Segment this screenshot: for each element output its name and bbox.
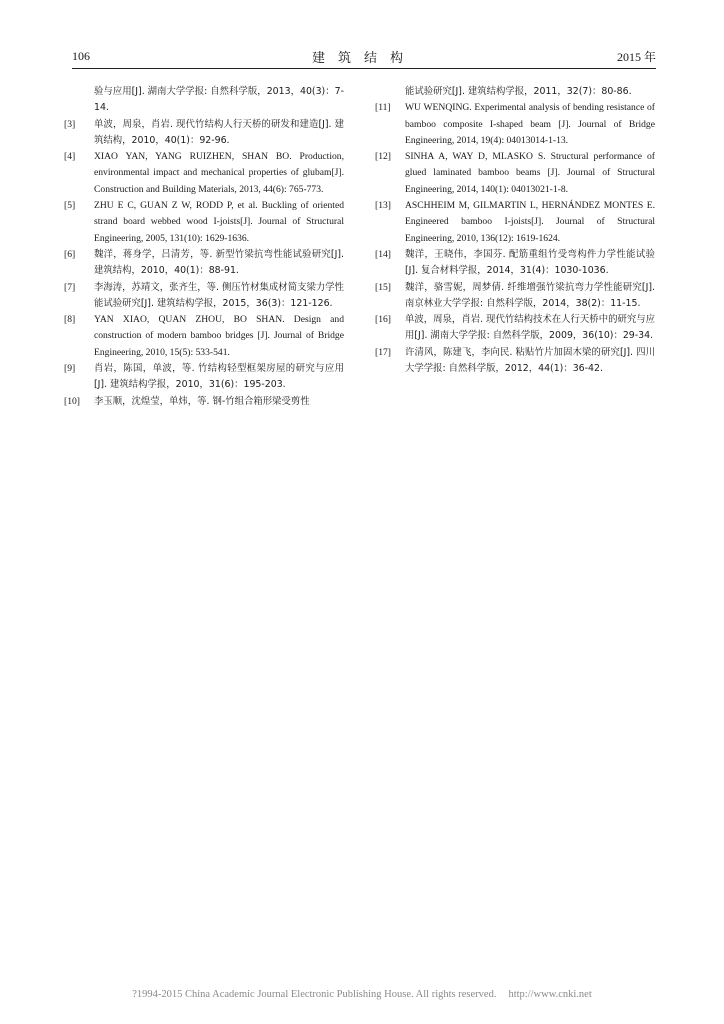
reference-entry	[64, 361, 344, 394]
reference-text: ASCHHEIM M, GILMARTIN L, HERNÁNDEZ MONTES E. Engineered bamboo I-joists[J]. Journal of Structural Engineering, 2010, 136(12): 1619-1624.	[405, 200, 655, 244]
reference-entry	[375, 198, 655, 247]
reference-entry	[64, 247, 344, 280]
reference-entry	[375, 100, 655, 149]
reference-number: [12]	[375, 151, 391, 163]
reference-entry	[375, 280, 655, 313]
reference-text: YAN XIAO, QUAN ZHOU, BO SHAN. Design and construction of modern bamboo bridges [J]. Journal of Bridge Engineering, 2010, 15(5): 533-541.	[94, 314, 344, 358]
reference-text: 许清风，陈建飞，李向民. 粘贴竹片加固木梁的研究[J]. 四川大学学报: 自然科学版，2012，44(1)：36-42.	[405, 346, 655, 375]
publication-year: 2015 年	[616, 50, 656, 64]
reference-text: 验与应用[J]. 湖南大学学报: 自然科学版，2013，40(3)：7-14.	[94, 86, 344, 114]
reference-entry	[64, 117, 344, 150]
reference-text: 能试验研究[J]. 建筑结构学报，2011，32(7)：80-86.	[405, 86, 632, 97]
reference-entry	[375, 312, 655, 345]
reference-number: [10]	[64, 395, 80, 407]
reference-text: WU WENQING. Experimental analysis of bending resistance of bamboo composite I-shaped beam [J]. Journal of Bridge Engineering, 2014, 19(4): 04013014-1-13.	[405, 102, 655, 146]
reference-number: [8]	[64, 314, 76, 326]
reference-entry	[375, 84, 655, 100]
reference-text: 魏洋，骆雪妮，周梦倩. 纤维增强竹梁抗弯力学性能研究[J]. 南京林业大学学报: 自然科学版，2014，38(2)：11-15.	[405, 281, 655, 309]
copyright-footer	[0, 989, 724, 1000]
running-header	[72, 46, 656, 69]
reference-entry	[64, 198, 344, 247]
reference-text: ZHU E C, GUAN Z W, RODD P, et al. Buckling of oriented strand board webbed wood I-joists[J]. Journal of Structural Engineering, 2005, 131(10): 1629-1636.	[94, 200, 344, 244]
copyright-notice: ?1994-2015 China Academic Journal Electronic Publishing House. All rights reserved.	[132, 989, 497, 1000]
reference-text: XIAO YAN, YANG RUIZHEN, SHAN BO. Production, environmental impact and mechanical properties of glubam[J]. Construction and Building Materials, 2013, 44(6): 765-773.	[94, 151, 344, 195]
reference-text: 李海涛，苏靖文，张齐生，等. 侧压竹材集成材简支梁力学性能试验研究[J]. 建筑结构学报，2015，36(3)：121-126.	[94, 281, 344, 309]
reference-number: [4]	[64, 151, 76, 163]
references-left-column	[64, 84, 344, 410]
reference-text: 魏洋，蒋身学，吕清芳，等. 新型竹梁抗弯性能试验研究[J]. 建筑结构，2010，40(1)：88-91.	[94, 248, 344, 277]
reference-text: 单波，周泉，肖岩. 现代竹结构人行天桥的研发和建造[J]. 建筑结构，2010，40(1)：92-96.	[94, 118, 344, 146]
reference-entry	[64, 394, 344, 410]
page-number: 106	[72, 49, 90, 63]
reference-text: 肖岩，陈国，单波，等. 竹结构轻型框架房屋的研究与应用[J]. 建筑结构学报，2010，31(6)：195-203.	[94, 363, 344, 391]
reference-entry	[375, 345, 655, 378]
reference-text: 魏洋，王晓伟，李国芬. 配筋重组竹受弯构件力学性能试验[J]. 复合材料学报，2014，31(4)：1030-1036.	[405, 248, 655, 277]
reference-number: [16]	[375, 314, 391, 326]
reference-number: [6]	[64, 248, 76, 260]
reference-entry	[64, 280, 344, 313]
reference-number: [15]	[375, 281, 391, 293]
reference-entry	[375, 149, 655, 198]
reference-number: [14]	[375, 248, 391, 260]
references-right-column	[375, 84, 655, 377]
reference-number: [17]	[375, 346, 391, 358]
reference-entry	[64, 84, 344, 117]
reference-number: [5]	[64, 200, 76, 212]
reference-text: SINHA A, WAY D, MLASKO S. Structural performance of glued laminated bamboo beams [J]. Journal of Structural Engineering, 2014, 140(1): 04013021-1-8.	[405, 151, 655, 195]
reference-entry	[64, 312, 344, 361]
reference-number: [9]	[64, 363, 76, 375]
reference-entry	[375, 247, 655, 280]
reference-number: [13]	[375, 200, 391, 212]
reference-text: 李玉顺，沈煌莹，单炜，等. 钢-竹组合箱形梁受剪性	[94, 395, 310, 407]
reference-number: [7]	[64, 281, 76, 293]
reference-number: [3]	[64, 118, 76, 130]
journal-title: 建筑结构	[311, 51, 416, 66]
reference-entry	[64, 149, 344, 198]
reference-text: 单波，周泉，肖岩. 现代竹结构技术在人行天桥中的研究与应用[J]. 湖南大学学报: 自然科学版，2009，36(10)：29-34.	[405, 314, 655, 342]
reference-number: [11]	[375, 102, 391, 114]
cnki-link[interactable]: http://www.cnki.net	[508, 989, 592, 1000]
